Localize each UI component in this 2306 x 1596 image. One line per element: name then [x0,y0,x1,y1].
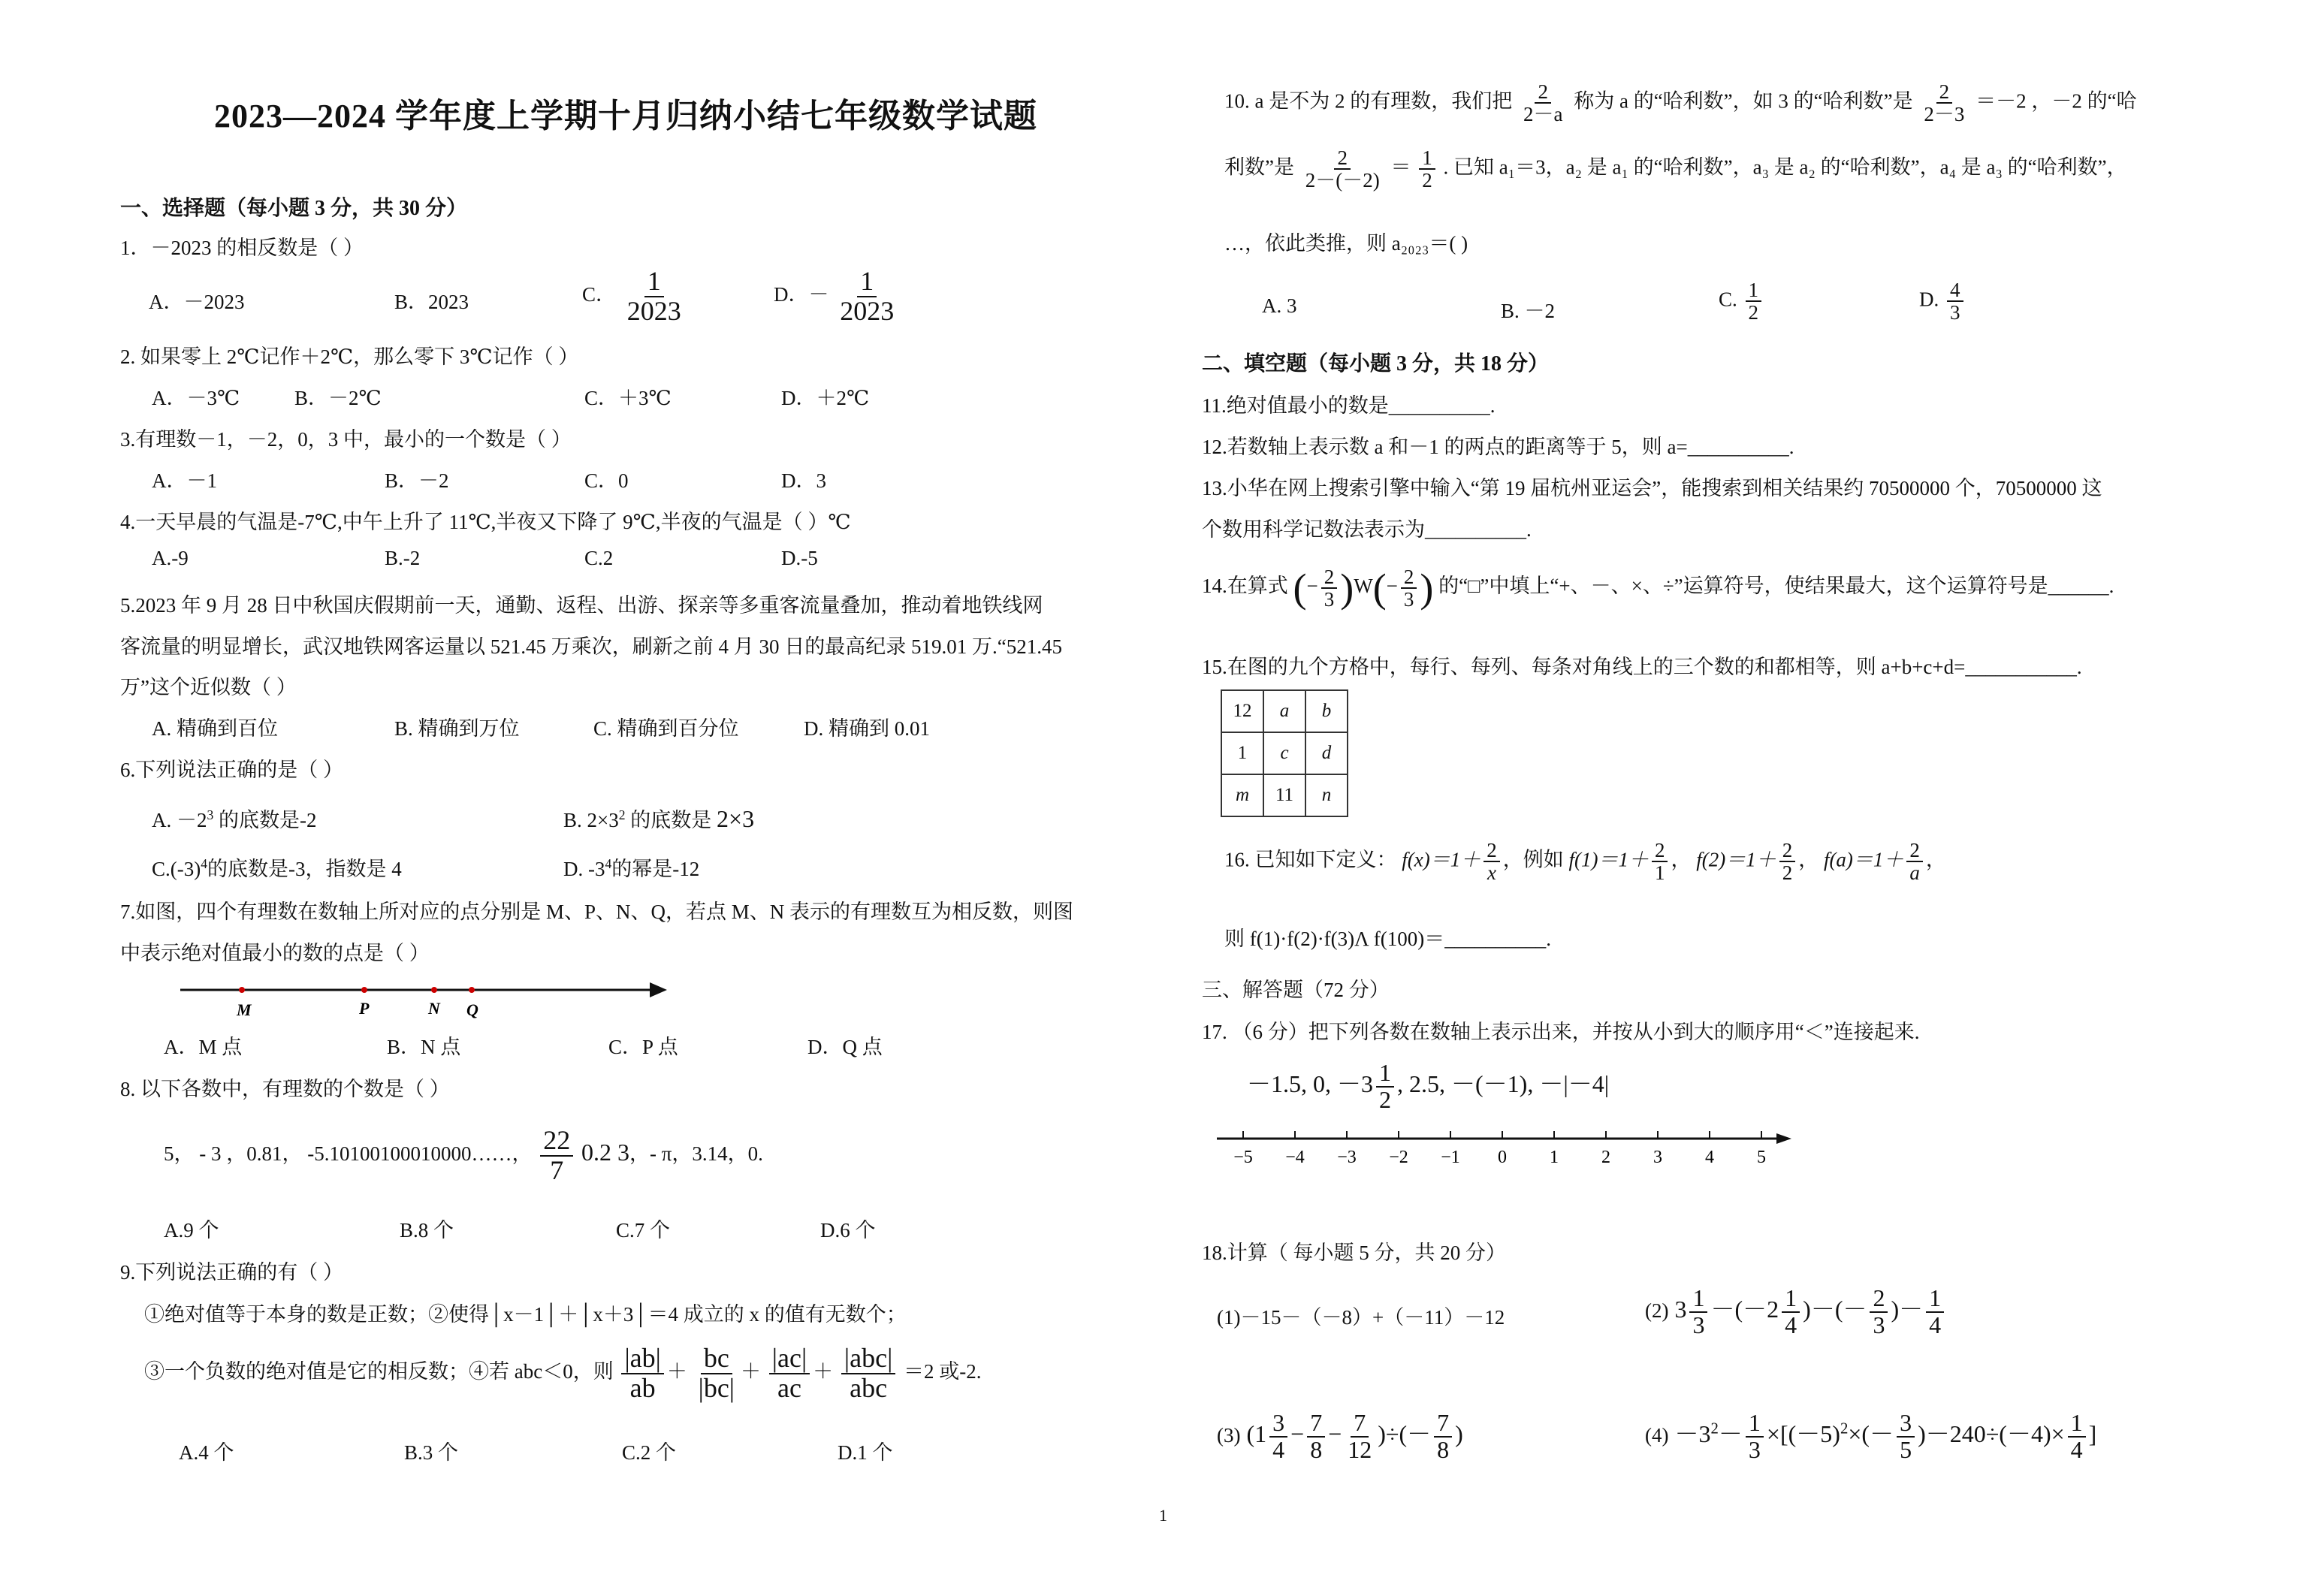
q10-line2: 利数”是 $\frac{2}{2-(-2)}$ ＝ $\frac{1}{2}$ . 已知 a₁＝3，a₂ 是 a₁ 的“哈利数”，a₃ 是 a₂ 的“哈利数”，a₄ 是 a₃ 的“哈利数”， [1224,146,2127,192]
axis-tick-label: −5 [1233,1148,1253,1167]
q9-statements-2: ③一个负数的绝对值是它的相反数；④若 abc＜0，则 $\frac{|ab|}{ab}$ ＋ $\frac{bc}{|bc|}$ ＋ $\frac{|ac|}{ac}$ ＋ $\frac{\text{|abc|}}{\text{abc}}$ ＝2 或-2. [144,1343,982,1403]
grid-cell: d [1305,732,1348,774]
q6-option-d: D. $-3^4$的幂是-12 [563,856,700,880]
q10-option-c: C. $\frac{1}{2}$ [1719,279,1764,324]
q7-option-a: A．M 点 [164,1036,243,1058]
q18-part1: (1)－15－（－8）+（－11）－12 [1217,1306,1505,1329]
axis-tick-label: 3 [1653,1148,1662,1167]
q1-stem: 1．－2023 的相反数是（ ） [120,237,364,259]
q10-option-a: A. 3 [1262,294,1297,317]
q5-option-d: D. 精确到 0.01 [804,717,930,740]
q7-option-c: C．P 点 [608,1036,678,1058]
q15: 15.在图的九个方格中，每行、每列、每条对角线上的三个数的和都相等，则 a+b+c+d=___________. [1202,656,2082,678]
q9-statements-1: ①绝对值等于本身的数是正数；②使得│x－1│＋│x＋3│＝4 成立的 x 的值有无数个； [144,1303,907,1326]
q10-option-b: B. －2 [1501,300,1556,322]
q12: 12.若数轴上表示数 a 和－1 的两点的距离等于 5，则 a=__________. [1202,436,1794,458]
q2-option-b: B．－2℃ [294,387,382,409]
q1-option-a: A．－2023 [149,291,245,313]
q9-stem: 9.下列说法正确的有（ ） [120,1261,343,1284]
point-p-label: P [359,999,370,1018]
grid-cell: m [1221,774,1263,816]
grid-cell: c [1263,732,1305,774]
q18-part2: (2) 3 $\frac{1}{3}$ －(－2 $\frac{1}{4}$ )－(－ $\frac{2}{3}$ )－ $\frac{1}{4}$ [1645,1286,1947,1338]
axis-tick-label: 0 [1498,1148,1507,1167]
number-line-arrow [650,982,667,997]
page-number: 1 [1159,1506,1167,1525]
q8-option-c: C.7 个 [616,1219,671,1242]
q11: 11.绝对值最小的数是__________. [1202,394,1496,417]
axis-tick-label: 5 [1757,1148,1766,1167]
section-heading-choice: 一、选择题（每小题 3 分，共 30 分） [120,197,468,220]
axis-tick-label: −1 [1441,1148,1460,1167]
q1-option-d: D．－ $\frac{1}{2023}$ [774,266,895,326]
q7-option-d: D．Q 点 [807,1036,883,1058]
axis-tick-label: 2 [1601,1148,1610,1167]
point-n-label: N [428,999,440,1018]
page-title: 2023—2024 学年度上学期十月归纳小结七年级数学试题 [214,98,1037,134]
q17: 17. （6 分）把下列各数在数轴上表示出来，并按从小到大的顺序用“＜”连接起来. [1202,1021,1920,1043]
q9-option-a: A.4 个 [179,1441,234,1464]
grid-cell: 11 [1263,774,1305,816]
q10-line3: …，依此类推，则 a₂₀₂₃＝( ) [1224,232,1468,255]
q5-option-b: B. 精确到万位 [394,717,520,740]
q8-stem: 8. 以下各数中，有理数的个数是（ ） [120,1078,450,1100]
q7-number-line [180,976,676,1021]
axis-tick-label: −4 [1285,1148,1305,1167]
q4-option-a: A.-9 [152,547,189,569]
q1-option-b: B．2023 [394,291,469,313]
q18-part3: (3) (1 $\frac{3}{4}$ − $\frac{7}{8}$ − $\frac{7}{12}$ )÷(－ $\frac{7}{8}$ ) [1217,1409,1463,1463]
q3-option-c: C．0 [584,469,629,492]
grid-cell: a [1263,690,1305,732]
grid-cell: n [1305,774,1348,816]
point-q-dot [469,987,475,993]
q14: 14.在算式 (− $\frac{2}{3}$ )W(− $\frac{2}{3}$ ) 的“□”中填上“+、－、×、÷”运算符号，使结果最大，这个运算符号是______. [1202,565,2114,611]
magic-square-grid [1221,689,1348,817]
q6-option-c: $C.(-3)^4$的底数是-3，指数是 4 [152,856,402,880]
axis-tick-label: −2 [1389,1148,1408,1167]
q2-stem: 2. 如果零上 2℃记作＋2℃，那么零下 3℃记作（ ） [120,345,579,368]
q9-option-d: D.1 个 [838,1441,893,1464]
grid-cell: b [1305,690,1348,732]
q5-option-a: A. 精确到百位 [152,717,278,740]
point-m-dot [239,987,245,993]
q13-line2: 个数用科学记数法表示为__________. [1202,518,1532,541]
q4-option-d: D.-5 [781,547,818,569]
q2-option-c: C．＋3℃ [584,387,672,409]
q2-option-d: D．＋2℃ [781,387,870,409]
q3-option-b: B．－2 [385,469,449,492]
q17-number-line [1217,1127,1803,1172]
axis-tick-label: −3 [1337,1148,1357,1167]
q5-line3: 万”这个近似数（ ） [120,676,297,698]
q16-line1: 16. 已知如下定义： f(x)＝1＋ $\frac{2}{x}$ ，例如 f(1)＝1＋ $\frac{2}{1}$ ， f(2)＝1＋ $\frac{2}{2}$ ， f(a)＝1＋ $\frac{2}{a}$ ， [1224,839,1946,885]
grid-cell: 1 [1221,732,1263,774]
q4-stem: 4.一天早晨的气温是-7℃,中午上升了 11℃,半夜又下降了 9℃,半夜的气温是（ ）℃ [120,511,851,533]
q18-part4: $(4) -3^2-$ $\frac{1}{3}$ $\times[(-5)^2\times(-$ $\frac{3}{5}$ )－240÷(－4)× $\frac{1}{4}$ ] [1645,1409,2097,1463]
q5-line1: 5.2023 年 9 月 28 日中秋国庆假期前一天，通勤、返程、出游、探亲等多重客流量叠加，推动着地铁线网 [120,594,1043,617]
q8-option-d: D.6 个 [820,1219,876,1242]
q7-line2: 中表示绝对值最小的数的点是（ ） [120,942,430,964]
q1-option-c: C． $\frac{1}{2023}$ [582,266,681,326]
q4-option-b: B.-2 [385,547,421,569]
q7-option-b: B．N 点 [387,1036,461,1058]
repeating-decimal: 0.2 3 [581,1139,629,1166]
q8-option-b: B.8 个 [400,1219,454,1242]
axis-tick-label: 4 [1705,1148,1714,1167]
q18: 18.计算（ 每小题 5 分，共 20 分） [1202,1242,1506,1264]
q5-line2: 客流量的明显增长，武汉地铁网客运量以 521.45 万乘次，刷新之前 4 月 30 日的最高纪录 519.01 万.“521.45 [120,635,1062,658]
q6-stem: 6.下列说法正确的是（ ） [120,759,343,781]
q10-line1: 10. a 是不为 2 的有理数，我们把 $\frac{2}{2-a}$ 称为 a 的“哈利数”，如 3 的“哈利数”是 $\frac{2}{2-3}$ ＝－2 ，－2 的“哈 [1224,80,2137,126]
q8-option-a: A.9 个 [164,1219,219,1242]
section-heading-fill: 二、填空题（每小题 3 分，共 18 分） [1202,352,1550,376]
q10-option-d: D. $\frac{4}{3}$ [1919,279,1966,324]
q9-option-b: B.3 个 [404,1441,459,1464]
q16-line2: 则 f(1)·f(2)·f(3)Λ f(100)＝__________. [1224,928,1552,950]
axis-tick-label: 1 [1550,1148,1559,1167]
q6-option-b: B. $2\times 3^2$ 的底数是 2×3 [563,805,755,832]
q8-number-list: 5， - 3 ，0.81， -5.10100100010000……， $\frac{22}{7}$ 0.2 3，- π，3.14，0. [164,1125,763,1185]
section-heading-answer: 三、解答题（72 分） [1202,979,1390,1001]
point-m-label: M [237,1000,252,1019]
q2-option-a: A．－3℃ [152,387,240,409]
grid-row [1221,774,1348,816]
grid-cell: 12 [1221,690,1263,732]
q7-line1: 7.如图，四个有理数在数轴上所对应的点分别是 M、P、N、Q，若点 M、N 表示的有理数互为相反数，则图 [120,901,1074,923]
q4-option-c: C.2 [584,547,614,569]
grid-row [1221,690,1348,732]
q3-option-d: D．3 [781,469,826,492]
q5-option-c: C. 精确到百分位 [593,717,739,740]
point-n-dot [431,987,437,993]
q9-option-c: C.2 个 [622,1441,677,1464]
q3-option-a: A．－1 [152,469,217,492]
grid-row [1221,732,1348,774]
q3-stem: 3.有理数－1，－2，0，3 中，最小的一个数是（ ） [120,428,572,451]
q6-option-a: A. $-2^3$ 的底数是-2 [152,807,317,831]
point-q-label: Q [466,1000,478,1019]
q13-line1: 13.小华在网上搜索引擎中输入“第 19 届杭州亚运会”，能搜索到相关结果约 70500000 个，70500000 这 [1202,477,2102,499]
operator-box: W [1354,575,1373,598]
axis-arrow [1776,1133,1791,1144]
q17-numbers: －1.5, 0, －3 $\frac{1}{2}$ , 2.5, －(－1), －|－4| [1247,1059,1610,1113]
point-p-dot [361,987,367,993]
